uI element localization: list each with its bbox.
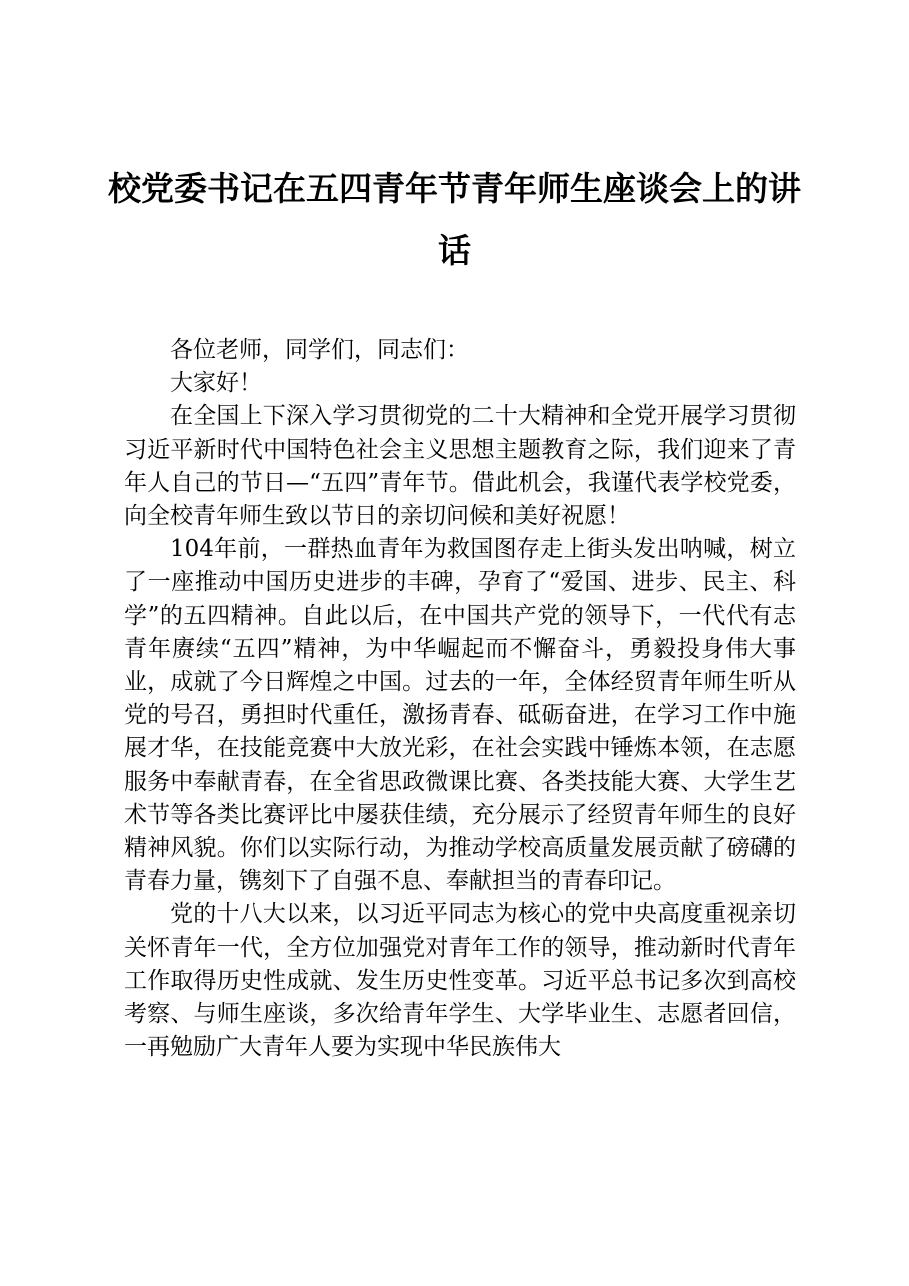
- body-paragraph: 104年前，一群热血青年为救国图存走上街头发出呐喊，树立了一座推动中国历史进步的丰碑，孕育了“爱国、进步、民主、科学”的五四精神。自此以后，在中国共产党的领导下，一代代有志青年赓续“五四”精神，为中华崛起而不懈奋斗，勇毅投身伟大事业，成就了今日辉煌之中国。过去的一年，全体经贸青年师生听从党的号召，勇担时代重任，激扬青春、砥砺奋进，在学习工作中施展才华，在技能竞赛中大放光彩，在社会实践中锤炼本领，在志愿服务中奉献青春，在全省思政微课比赛、各类技能大赛、大学生艺术节等各类比赛评比中屡获佳绩，充分展示了经贸青年师生的良好精神风貌。你们以实际行动，为推动学校高质量发展贡献了磅礴的青春力量，镌刻下了自强不息、奉献担当的青春印记。: [124, 536, 796, 895]
- body-paragraph: 党的十八大以来，以习近平同志为核心的党中央高度重视亲切关怀青年一代，全方位加强党对青年工作的领导，推动新时代青年工作取得历史性成就、发生历史性变革。习近平总书记多次到高校考察、与师生座谈，多次给青年学生、大学毕业生、志愿者回信，一再勉励广大青年人要为实现中华民族伟大: [124, 901, 796, 1061]
- document-title: 校党委书记在五四青年节青年师生座谈会上的讲话: [108, 169, 801, 270]
- salutation-paragraph: 各位老师，同学们，同志们：: [170, 337, 469, 363]
- body-paragraph: 在全国上下深入学习贯彻党的二十大精神和全党开展学习贯彻习近平新时代中国特色社会主义思想主题教育之际，我们迎来了青年人自己的节日—“五四”青年节。借此机会，我谨代表学校党委，向全校青年师生致以节日的亲切问候和美好祝愿！: [124, 403, 796, 530]
- document-body: [124, 334, 796, 1064]
- greeting-paragraph: 大家好！: [170, 370, 262, 397]
